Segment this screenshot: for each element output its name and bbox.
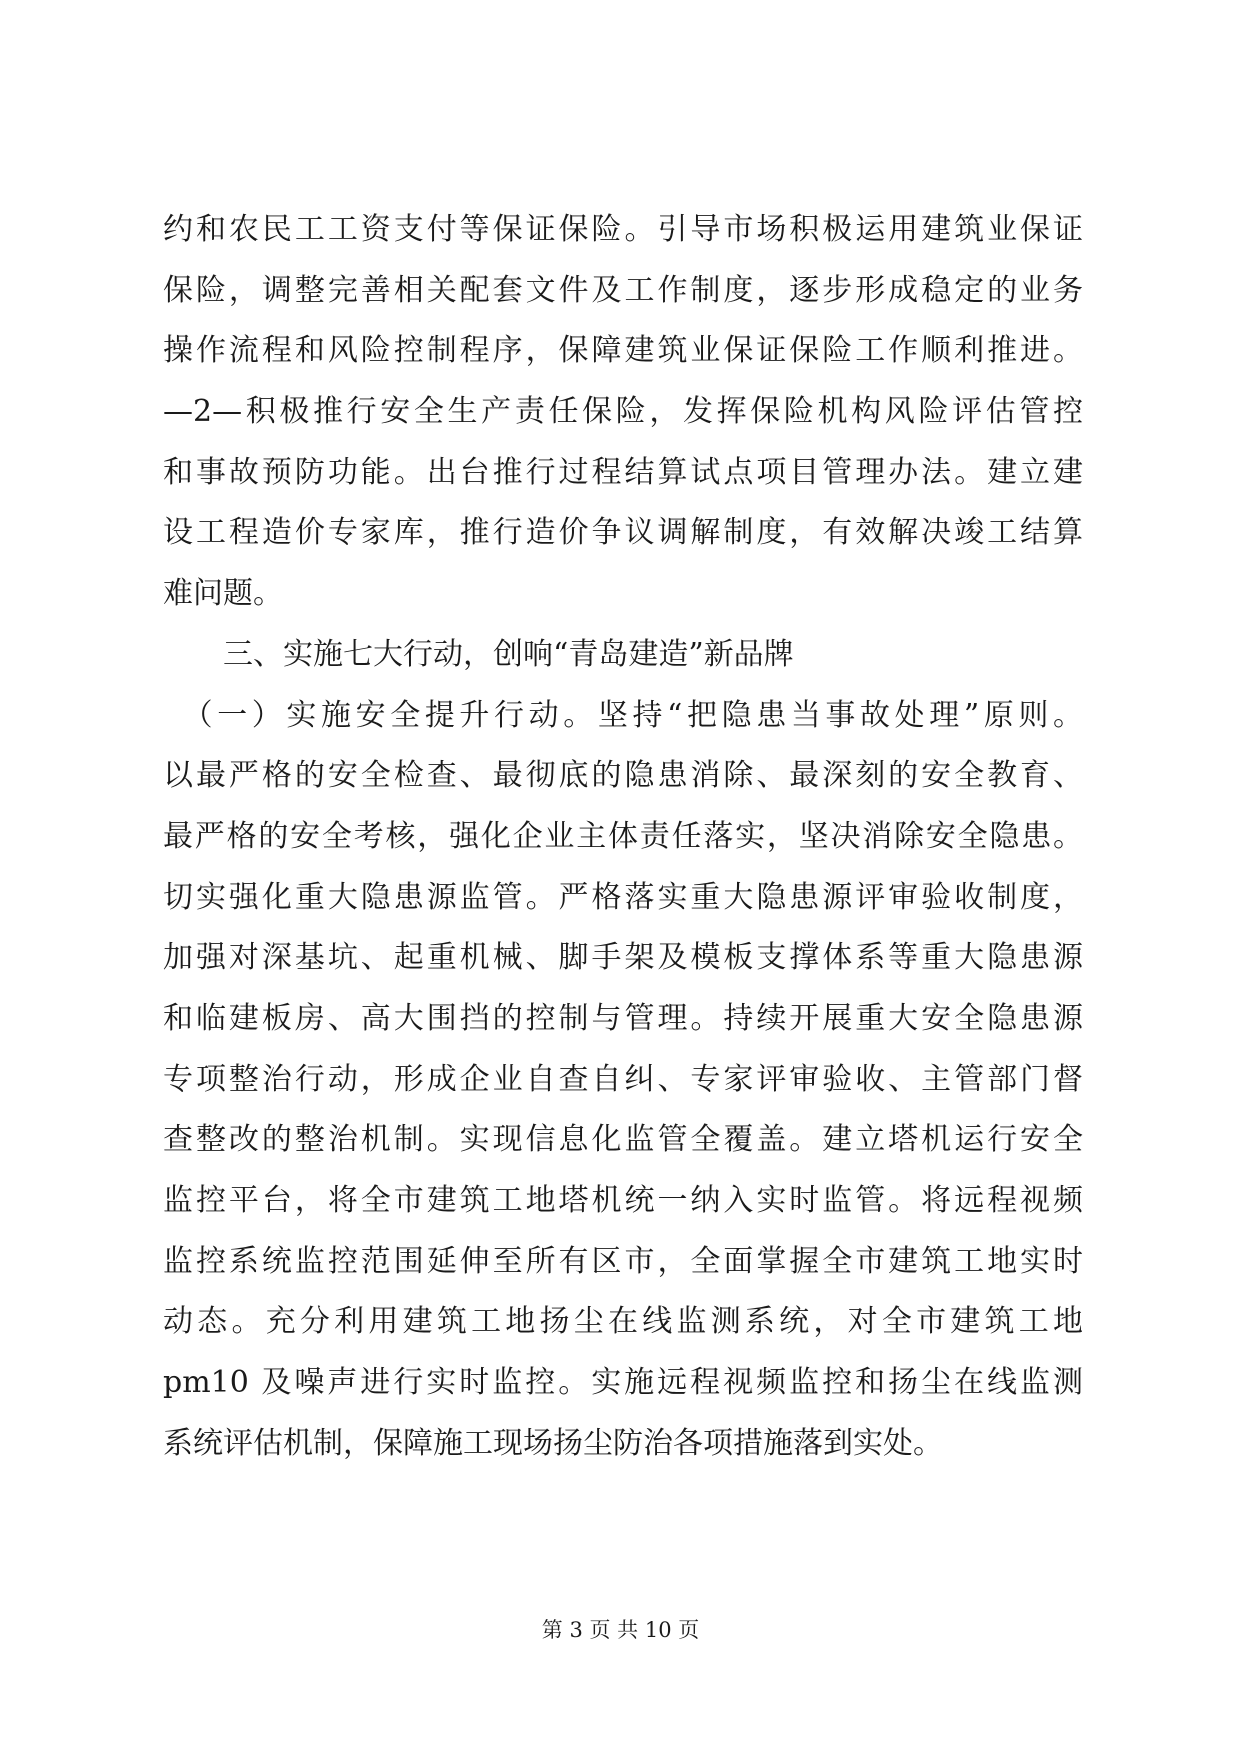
- text-line: 系统评估机制，保障施工现场扬尘防治各项措施落到实处。: [163, 1425, 943, 1461]
- text-line: 查整改的整治机制。实现信息化监管全覆盖。建立塔机运行安全: [163, 1122, 1083, 1158]
- text-line: 操作流程和风险控制程序，保障建筑业保证保险工作顺利推进。: [163, 333, 1083, 369]
- document-body: [163, 200, 1083, 1474]
- text-line: 和事故预防功能。出台推行过程结算试点项目管理办法。建立建: [163, 454, 1083, 490]
- text-line: 监控平台，将全市建筑工地塔机统一纳入实时监管。将远程视频: [163, 1183, 1083, 1218]
- text-line: 专项整治行动，形成企业自查自纠、专家评审验收、主管部门督: [163, 1061, 1083, 1097]
- text-line: 监控系统监控范围延伸至所有区市，全面掌握全市建筑工地实时: [163, 1243, 1083, 1279]
- text-line: 约和农民工工资支付等保证保险。引导市场积极运用建筑业保证: [163, 212, 1083, 247]
- text-line: 以最严格的安全检查、最彻底的隐患消除、最深刻的安全教育、: [163, 758, 1083, 794]
- text-line: pm10 及噪声进行实时监控。实施远程视频监控和扬尘在线监测: [163, 1365, 1083, 1401]
- text-line: 设工程造价专家库，推行造价争议调解制度，有效解决竣工结算: [163, 515, 1083, 551]
- text-line: 加强对深基坑、起重机械、脚手架及模板支撑体系等重大隐患源: [163, 940, 1083, 976]
- text-line: 和临建板房、高大围挡的控制与管理。持续开展重大安全隐患源: [163, 1000, 1083, 1036]
- text-line: —2—积极推行安全生产责任保险，发挥保险机构风险评估管控: [163, 394, 1083, 430]
- text-line: 动态。充分利用建筑工地扬尘在线监测系统，对全市建筑工地: [163, 1304, 1083, 1340]
- text-line: 难问题。: [163, 576, 283, 612]
- section-heading: 三、实施七大行动，创响“青岛建造”新品牌: [163, 636, 794, 672]
- text-line: （一）实施安全提升行动。坚持“把隐患当事故处理”原则。: [163, 697, 1083, 733]
- text-line: 切实强化重大隐患源监管。严格落实重大隐患源评审验收制度，: [163, 879, 1083, 915]
- text-line: 最严格的安全考核，强化企业主体责任落实，坚决消除安全隐患。: [163, 818, 1083, 854]
- text-line: 保险，调整完善相关配套文件及工作制度，逐步形成稳定的业务: [163, 272, 1083, 308]
- page-number-footer: 第 3 页 共 10 页: [541, 1618, 700, 1642]
